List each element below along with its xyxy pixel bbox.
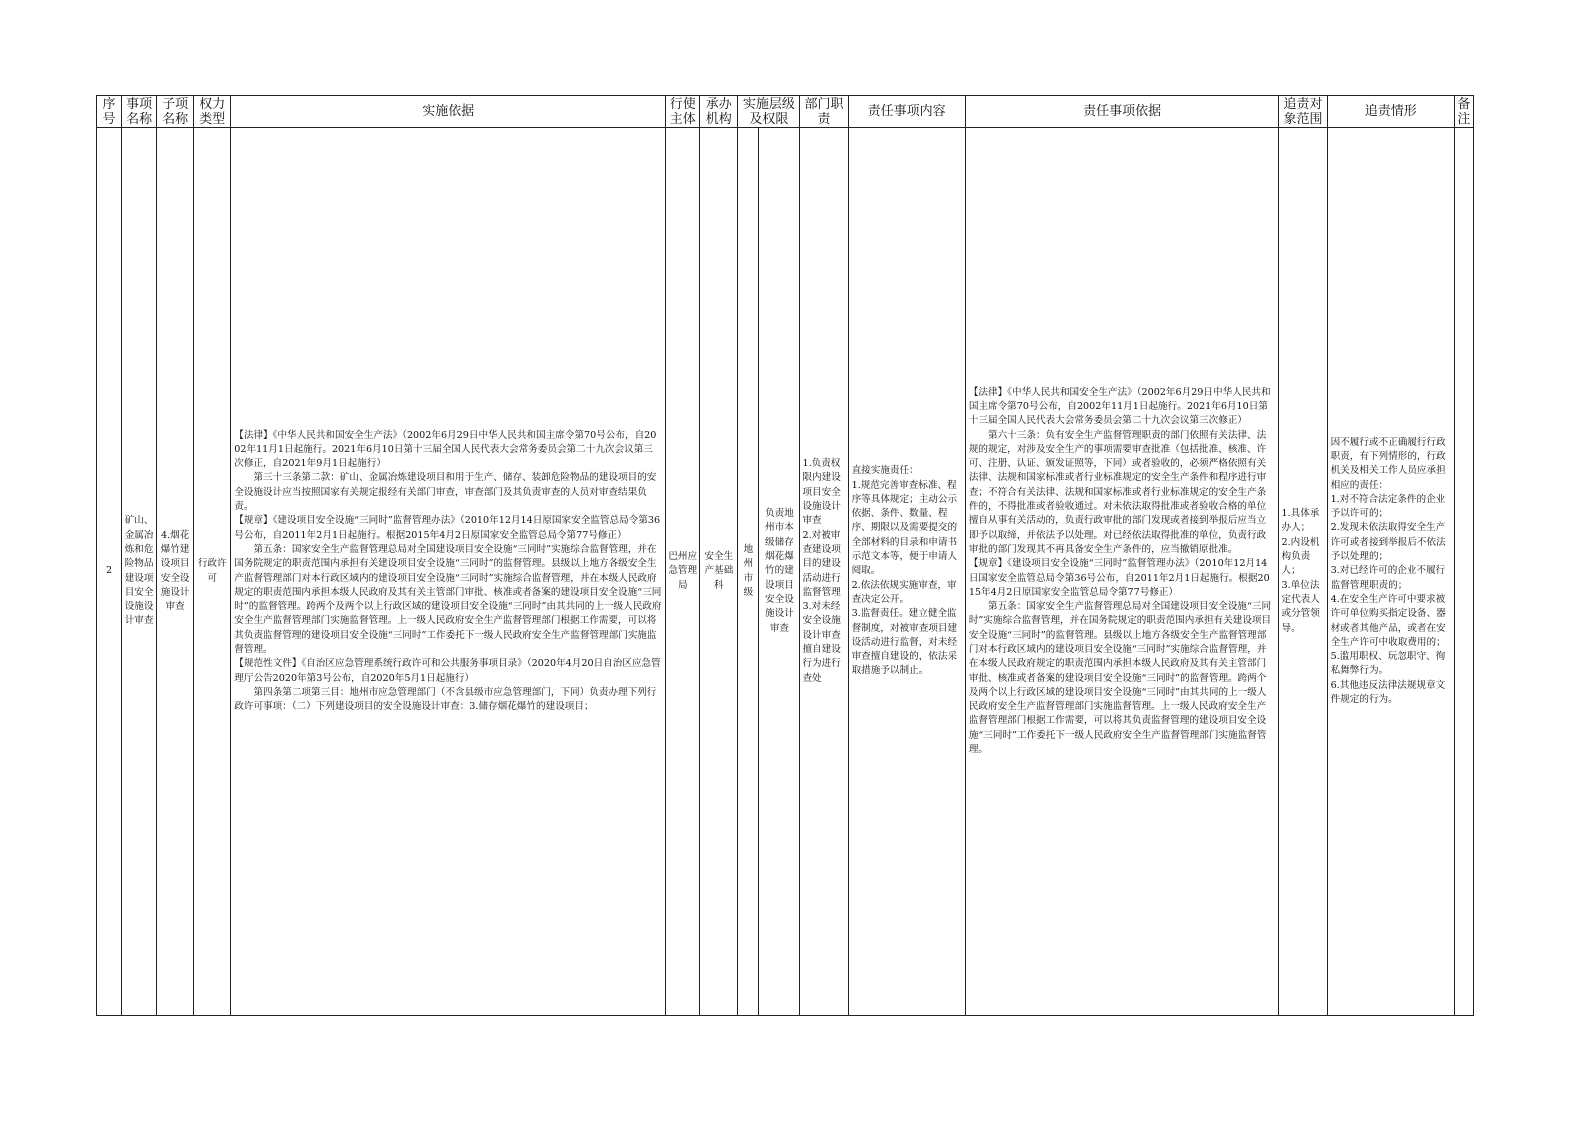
basis-tag: 【法律】 bbox=[234, 429, 273, 441]
basis-text: 第四条第二项第三目：地州市应急管理部门（不含县级市应急管理部门，下同）负责办理下列行政许可事项：（二）下列建设项目的安全设施设计审查：3.储存烟花爆竹的建设项目； bbox=[234, 686, 657, 713]
cell-level-a: 地州市级 bbox=[738, 128, 759, 1016]
cell-sub-name: 4.烟花爆竹建设项目安全设施设计审查 bbox=[157, 128, 194, 1016]
situation-item: 1.对不符合法定条件的企业予以许可的； bbox=[1330, 493, 1446, 520]
cell-scope bbox=[1279, 128, 1327, 1016]
basis-paragraph bbox=[969, 557, 1276, 600]
basis-paragraph bbox=[969, 429, 1276, 558]
scope-item: 2.内设机构负责人； bbox=[1281, 536, 1320, 577]
basis-text: 《中华人民共和国安全生产法》（2002年6月29日中华人民共和国主席令第70号公布，自2002年11月1日起施行。2021年6月10日第十三届全国人民代表大会常务委员会第二十九次会议第三次修正，自2021年9月1日起施行） bbox=[234, 429, 657, 470]
scope-item: 3.单位法定代表人或分管领导。 bbox=[1281, 579, 1320, 634]
cell-subject: 巴州应急管理局 bbox=[666, 128, 700, 1016]
cell-resp-content bbox=[848, 128, 965, 1016]
basis-paragraph bbox=[234, 471, 662, 514]
cell-seq: 2 bbox=[97, 128, 122, 1016]
header-scope: 追责对象范围 bbox=[1279, 96, 1327, 128]
cell-dept-duty bbox=[800, 128, 848, 1016]
cell-situation bbox=[1327, 128, 1454, 1016]
cell-power-type: 行政许可 bbox=[194, 128, 231, 1016]
power-list-table bbox=[96, 95, 1474, 1016]
header-row bbox=[97, 96, 1474, 128]
basis-paragraph bbox=[969, 600, 1276, 757]
situation-item: 3.对已经许可的企业不履行监督管理职责的； bbox=[1330, 565, 1446, 591]
basis-text: 第三十三条第二款：矿山、金属冶炼建设项目和用于生产、储存、装卸危险物品的建设项目的安全设施设计应当按照国家有关规定报经有关部门审查，审查部门及其负责审查的人员对审查结果负责。 bbox=[234, 472, 657, 513]
header-seq: 序号 bbox=[97, 96, 122, 128]
situation-list bbox=[1331, 436, 1451, 708]
basis-paragraph bbox=[234, 514, 662, 543]
basis-text: 第五条：国家安全生产监督管理总局对全国建设项目安全设施“三同时”实施综合监督管理，并在国务院规定的职责范围内承担有关建设项目安全设施“三同时”的监督管理。县级以上地方各级安全生产监督管理部门对本行政区域内的建设项目安全设施“三同时”实施综合监督管理，并在本级人民政府规定的职责范围内承担本级人民政府及其有关主管部门审批、核准或者备案的建设项目安全设施“三同时”的监督管理。跨两个及两个以上行政区域的建设项目安全设施“三同时”由其共同的上一级人民政府安全生产监督管理部门实施监督管理。上一级人民政府安全生产监督管理部门根据工作需要，可以将其负责监督管理的建设项目安全设施“三同时”工作委托下一级人民政府安全生产监督管理部门实施监督管理。 bbox=[234, 543, 662, 655]
basis-paragraph bbox=[234, 429, 662, 472]
situation-item: 5.滥用职权、玩忽职守、徇私舞弊行为。 bbox=[1330, 651, 1446, 677]
dept-duty-item: 3.对未经安全设施设计审查擅自建设行为进行查处 bbox=[802, 601, 841, 684]
basis-paragraph bbox=[234, 543, 662, 657]
scope-item: 1.具体承办人； bbox=[1281, 508, 1320, 534]
basis-tag: 【规章】 bbox=[234, 515, 273, 527]
basis-text: 《建设项目安全设施“三同时”监督管理办法》（2010年12月14日原国家安全监管总局令第36号公布，自2011年2月1日起施行。根据2015年4月2日原国家安全监管总局令第77号修正） bbox=[234, 515, 661, 541]
cell-resp-basis bbox=[965, 128, 1279, 1016]
situation-item: 2.发现未依法取得安全生产许可或者接到举报后不依法予以处理的； bbox=[1330, 522, 1446, 563]
basis-text: 《中华人民共和国安全生产法》（2002年6月29日中华人民共和国主席令第70号公布，自2002年11月1日起施行。2021年6月10日第十三届全国人民代表大会常务委员会第二十九次会议第三次修正） bbox=[968, 386, 1271, 427]
resp-basis-paragraphs bbox=[969, 386, 1276, 758]
cell-basis bbox=[231, 128, 666, 1016]
basis-paragraph bbox=[969, 386, 1276, 429]
basis-text: 《自治区应急管理系统行政许可和公共服务事项目录》（2020年4月20日自治区应急管理厅公告2020年第3号公布，自2020年5月1日起施行） bbox=[234, 658, 661, 684]
resp-content-item: 1.规范完善审查标准、程序等具体规定；主动公示依据、条件、数量、程序、期限以及需要提交的全部材料的目录和申请书示范文本等，便于申请人阅取。 bbox=[851, 479, 958, 577]
situation-item: 4.在安全生产许可中要求被许可单位购买指定设备、器材或者其他产品，或者在安全生产许可中收取费用的； bbox=[1330, 593, 1446, 648]
basis-text: 《建设项目安全设施“三同时”监督管理办法》（2010年12月14日国家安全监管总局令第36号公布，自2011年2月1日起施行。根据2015年4月2日原国家安全监管总局令第77号修正） bbox=[968, 558, 1270, 598]
cell-handler: 安全生产基础科 bbox=[700, 128, 738, 1016]
header-dept-duty: 部门职责 bbox=[800, 96, 848, 128]
cell-item-name: 矿山、金属冶炼和危险物品建设项目安全设施设计审查 bbox=[122, 128, 157, 1016]
basis-text: 第六十三条：负有安全生产监督管理职责的部门依照有关法律、法规的规定，对涉及安全生产的事项需要审查批准（包括批准、核准、许可、注册、认证、颁发证照等，下同）或者验收的，必须严格依照有关法律、法规和国家标准或者行业标准规定的安全生产条件和程序进行审查；不符合有关法律、法规和国家标准或者行业标准规定的安全生产条件的，不得批准或者验收通过。对未依法取得批准或者验收合格的单位擅自从事有关活动的，负责行政审批的部门发现或者接到举报后应当立即予以取缔，并依法予以处理。对已经依法取得批准的单位，负责行政审批的部门发现其不再具备安全生产条件的，应当撤销原批准。 bbox=[968, 429, 1267, 555]
resp-content-item: 2.依法依规实施审查，审查决定公开。 bbox=[851, 579, 957, 605]
header-item-name: 事项名称 bbox=[122, 96, 157, 128]
table-row bbox=[97, 128, 1474, 1016]
header-remark: 备注 bbox=[1454, 96, 1473, 128]
resp-content-item: 3.监督责任。建立健全监督制度，对被审查项目建设活动进行监督，对未经审查擅自建设的，依法采取措施予以制止。 bbox=[851, 608, 958, 677]
header-situation: 追责情形 bbox=[1327, 96, 1454, 128]
header-resp-content: 责任事项内容 bbox=[848, 96, 965, 128]
scope-list bbox=[1281, 507, 1324, 636]
situation-item: 6.其他违反法律法规规章文件规定的行为。 bbox=[1330, 679, 1446, 706]
dept-duty-list bbox=[802, 457, 845, 686]
dept-duty-item: 2.对被审查建设项目的建设活动进行监督管理 bbox=[802, 529, 841, 598]
basis-tag: 【规范性文件】 bbox=[234, 658, 302, 670]
basis-text: 第五条：国家安全生产监督管理总局对全国建设项目安全设施“三同时”实施综合监督管理，并在国务院规定的职责范围内承担有关建设项目安全设施“三同时”的监督管理。县级以上地方各级安全生产监督管理部门对本行政区域内的建设项目安全设施“三同时”实施综合监督管理，并在本级人民政府规定的职责范围内承担本级人民政府及其有关主管部门审批、核准或者备案的建设项目安全设施“三同时”的监督管理。跨两个及两个以上行政区域的建设项目安全设施“三同时”由其共同的上一级人民政府安全生产监督管理部门实施监督管理。上一级人民政府安全生产监督管理部门根据工作需要，可以将其负责监督管理的建设项目安全设施“三同时”工作委托下一级人民政府安全生产监督管理部门实施监督管理。 bbox=[968, 601, 1272, 756]
dept-duty-item: 1.负责权限内建设项目安全设施设计审查 bbox=[802, 458, 841, 527]
header-subject: 行使主体 bbox=[666, 96, 700, 128]
header-basis: 实施依据 bbox=[231, 96, 666, 128]
resp-content-list bbox=[852, 464, 962, 678]
resp-content-item: 直接实施责任： bbox=[851, 465, 919, 477]
situation-item: 因不履行或不正确履行行政职责，有下列情形的，行政机关及相关工作人员应承担相应的责任： bbox=[1330, 436, 1446, 491]
basis-tag: 【规章】 bbox=[968, 558, 1008, 570]
basis-tag: 【法律】 bbox=[968, 386, 1008, 398]
header-level: 实施层级及权限 bbox=[738, 96, 800, 128]
header-power-type: 权力类型 bbox=[194, 96, 231, 128]
header-handler: 承办机构 bbox=[700, 96, 738, 128]
basis-paragraphs bbox=[234, 429, 662, 715]
basis-paragraph bbox=[234, 657, 662, 686]
basis-paragraph bbox=[234, 686, 662, 715]
header-sub-name: 子项名称 bbox=[157, 96, 194, 128]
header-resp-basis: 责任事项依据 bbox=[965, 96, 1279, 128]
cell-remark bbox=[1454, 128, 1473, 1016]
cell-level-b: 负责地州市本级储存烟花爆竹的建设项目安全设施设计审查 bbox=[759, 128, 800, 1016]
